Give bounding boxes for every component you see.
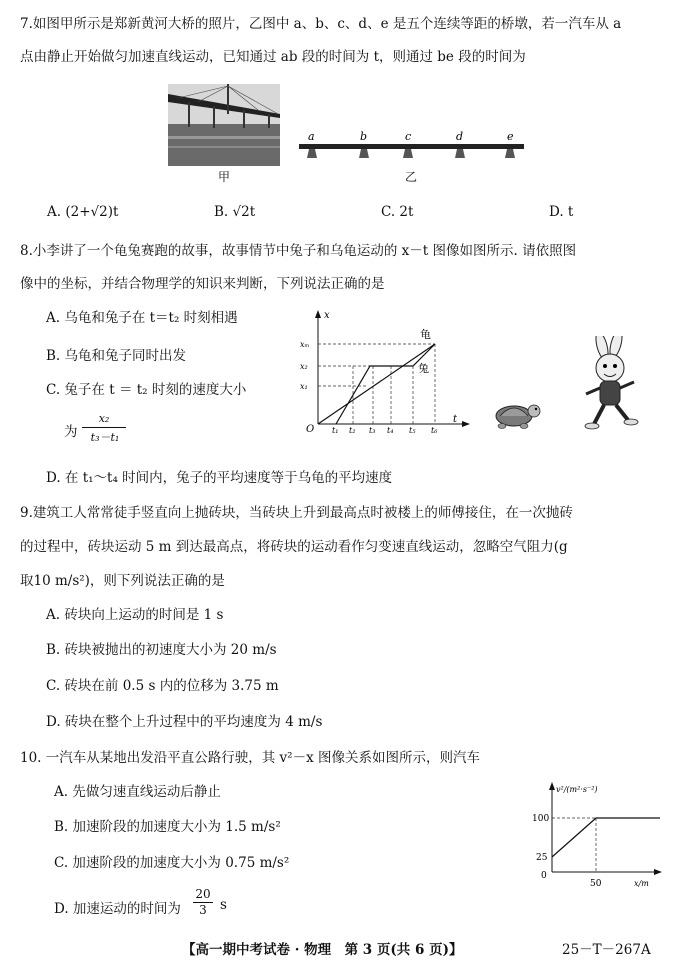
- q9-option-c: C. 砖块在前 0.5 s 内的位移为 3.75 m: [46, 678, 279, 694]
- pier-a: a: [308, 130, 315, 143]
- v2x-x-axis-label: x/m: [634, 879, 649, 888]
- q8-line1: 8.小李讲了一个龟兔赛跑的故事，故事情节中兔子和乌龟运动的 x－t 图像如图所示. 请依照图: [20, 243, 577, 259]
- q10-d-prefix: D. 加速运动的时间为: [54, 901, 181, 917]
- xt-label-turtle: 龟: [420, 328, 431, 341]
- xt-ytick-xm: xₘ: [300, 340, 310, 349]
- xt-ytick-x1: x₁: [300, 382, 308, 391]
- q7-line2: 点由静止开始做匀加速直线运动，已知通过 ab 段的时间为 t，则通过 be 段的时间为: [20, 49, 526, 65]
- pier-c: c: [405, 130, 412, 143]
- q8-c-prefix: 为: [64, 424, 78, 440]
- q9-line3: 取10 m/s²)，则下列说法正确的是: [20, 573, 225, 589]
- q10-option-c: C. 加速阶段的加速度大小为 0.75 m/s²: [54, 855, 290, 871]
- q8-line2: 像中的坐标，并结合物理学的知识来判断，下列说法正确的是: [20, 276, 385, 292]
- footer-title: 【高一期中考试卷 · 物理 第 3 页(共 6 页)】: [182, 942, 463, 958]
- v2x-ytick-0: 0: [541, 871, 547, 881]
- q8-c-denominator: t₃－t₁: [90, 431, 120, 444]
- q7-line1: 7.如图甲所示是郑新黄河大桥的照片，乙图中 a、b、c、d、e 是五个连续等距的桥墩，若一汽车从 a: [20, 16, 622, 32]
- v2x-ytick-25: 25: [536, 853, 548, 863]
- q9-option-a: A. 砖块向上运动的时间是 1 s: [46, 607, 224, 623]
- q10-option-b: B. 加速阶段的加速度大小为 1.5 m/s²: [54, 819, 281, 835]
- xt-xtick-t3: t₃: [369, 426, 376, 434]
- xt-x-axis-label: t: [453, 414, 458, 425]
- v2x-ytick-100: 100: [532, 814, 550, 824]
- q7-option-a: A. (2+√2)t: [47, 204, 119, 220]
- xt-origin: O: [306, 424, 315, 434]
- q10-d-denominator: 3: [199, 903, 207, 917]
- q8-c-numerator: x₂: [98, 412, 110, 425]
- xt-xtick-t5: t₅: [409, 426, 416, 434]
- q10-d-numerator: 20: [195, 887, 211, 901]
- fig-label-yi: 乙: [405, 170, 418, 184]
- pier-diagram: [295, 128, 530, 168]
- xt-xtick-t1: t₁: [332, 426, 339, 434]
- q10-option-a: A. 先做匀速直线运动后静止: [54, 784, 221, 800]
- xt-xtick-t4: t₄: [387, 426, 394, 434]
- q9-option-d: D. 砖块在整个上升过程中的平均速度为 4 m/s: [46, 714, 323, 730]
- pier-d: d: [456, 130, 464, 143]
- pier-e: e: [507, 130, 514, 143]
- v2x-xtick-50: 50: [590, 879, 602, 889]
- bridge-photo: [168, 84, 280, 166]
- q10-d-unit: s: [220, 897, 227, 913]
- xt-y-axis-label: x: [324, 310, 330, 321]
- q7-option-b: B. √2t: [214, 204, 256, 220]
- q7-option-d: D. t: [549, 204, 574, 220]
- q10-line1: 10. 一汽车从某地出发沿平直公路行驶，其 v²－x 图像关系如图所示，则汽车: [20, 750, 480, 766]
- q8-option-b: B. 乌龟和兔子同时出发: [46, 348, 187, 364]
- q9-line1: 9.建筑工人常常徒手竖直向上抛砖块，当砖块上升到最高点时被楼上的师傅接住，在一次抛砖: [20, 505, 573, 521]
- xt-graph: [298, 306, 473, 434]
- footer-code: 25－T－267A: [562, 942, 651, 958]
- q9-line2: 的过程中，砖块运动 5 m 到达最高点，将砖块的运动看作匀变速直线运动，忽略空气阻力(g: [20, 539, 568, 555]
- xt-xtick-t2: t₂: [349, 426, 356, 434]
- v2x-graph: [528, 780, 668, 890]
- q8-option-c-line1: C. 兔子在 t ＝ t₂ 时刻的速度大小: [46, 382, 247, 398]
- q8-option-d: D. 在 t₁～t₄ 时间内，兔子的平均速度等于乌龟的平均速度: [46, 470, 393, 486]
- xt-xtick-t6: t₆: [431, 426, 438, 434]
- v2x-y-axis-label: v²/(m²·s⁻²): [556, 785, 598, 794]
- q8-option-a: A. 乌龟和兔子在 t＝t₂ 时刻相遇: [46, 310, 238, 326]
- turtle-rabbit-illustration: [488, 336, 648, 436]
- q7-option-c: C. 2t: [381, 204, 414, 220]
- fig-label-jia: 甲: [218, 170, 231, 184]
- q9-option-b: B. 砖块被抛出的初速度大小为 20 m/s: [46, 642, 277, 658]
- xt-label-rabbit: 兔: [418, 362, 429, 375]
- xt-ytick-x2: x₂: [300, 362, 308, 371]
- q8-c-fraction-bar: [82, 427, 126, 428]
- pier-b: b: [360, 130, 368, 143]
